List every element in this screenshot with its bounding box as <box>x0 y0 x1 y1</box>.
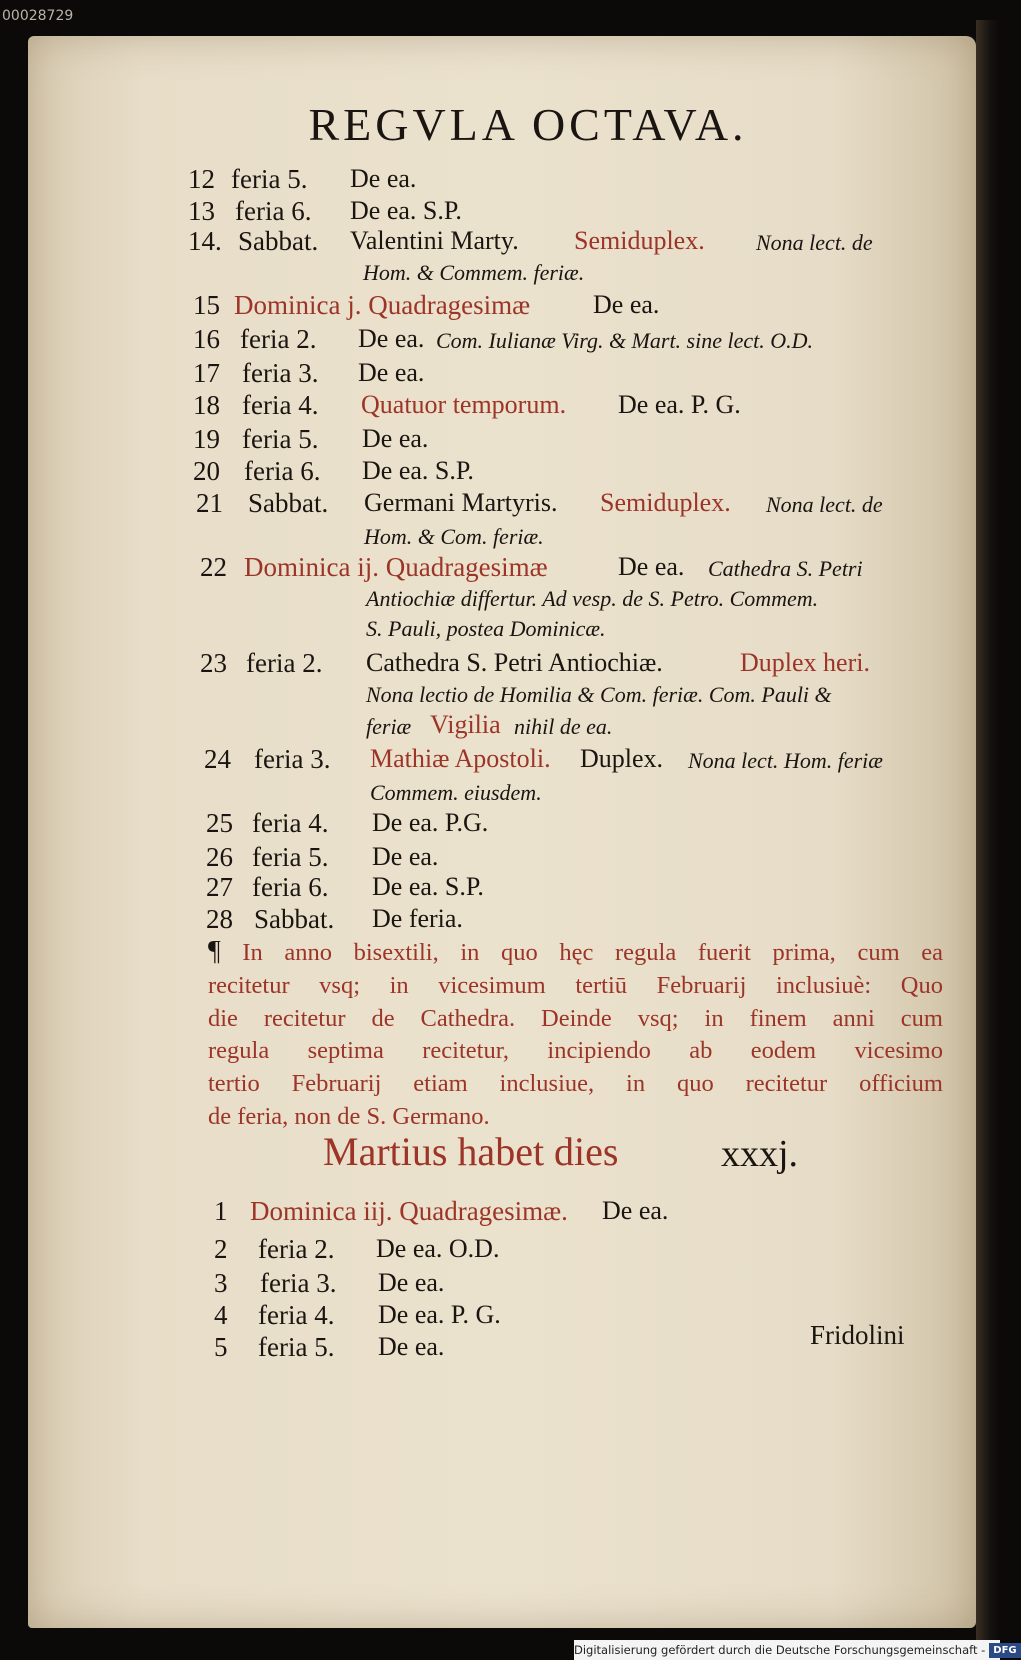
sunday-rubric: Dominica j. Quadragesimæ <box>234 290 531 320</box>
rank-rubric: Semiduplex. <box>600 488 731 517</box>
funding-footer <box>574 1640 1017 1660</box>
office-subline: S. Pauli, postea Dominicæ. <box>366 616 606 641</box>
weekday: feria 5. <box>258 1332 335 1362</box>
office: De ea. <box>350 164 417 193</box>
office-subline: feriæ <box>366 714 412 739</box>
office-note: Cathedra S. Petri <box>708 556 863 581</box>
running-head: REGVLA OCTAVA. <box>308 99 748 150</box>
day-number: 28 <box>206 904 233 934</box>
weekday: Sabbat. <box>248 488 329 518</box>
day-number: 22 <box>200 552 227 582</box>
day-number: 27 <box>206 872 233 902</box>
weekday: feria 5. <box>252 842 329 872</box>
rank-rubric: Duplex heri. <box>740 648 870 677</box>
office: Cathedra S. Petri Antiochiæ. <box>366 648 663 677</box>
dfg-logo-icon: DFG <box>989 1643 1020 1658</box>
day-number: 14. <box>188 226 222 256</box>
day-number: 13 <box>188 196 215 226</box>
office: De ea. O.D. <box>376 1234 500 1263</box>
book-edge <box>976 20 1000 1640</box>
weekday: feria 2. <box>258 1234 335 1264</box>
rubric-line: ¶ In anno bisextili, in quo hęc regula fuerit prima, cum ea <box>208 936 943 967</box>
office: De ea. S.P. <box>372 872 484 901</box>
book-page <box>28 36 976 1628</box>
scan-id: 00028729 <box>2 8 74 24</box>
office-note: Com. Iulianæ Virg. & Mart. sine lect. O.D. <box>436 328 814 353</box>
office: De ea. <box>358 358 425 387</box>
rubric-line: regula septima recitetur, incipiendo ab eodem vicesimo <box>208 1037 943 1065</box>
office: Duplex. <box>580 744 664 773</box>
weekday: feria 6. <box>235 196 312 226</box>
day-number: 23 <box>200 648 227 678</box>
office: Germani Martyris. <box>364 488 558 517</box>
day-number: 5 <box>214 1332 228 1362</box>
office-note: Nona lect. de <box>756 230 873 255</box>
weekday: Sabbat. <box>238 226 319 256</box>
sunday-rubric: Dominica iij. Quadragesimæ. <box>250 1196 568 1226</box>
catchword: Fridolini <box>810 1320 905 1350</box>
day-number: 3 <box>214 1268 228 1298</box>
office: De ea. P. G. <box>618 390 741 419</box>
rubric-line: de feria, non de S. Germano. <box>208 1102 490 1130</box>
office-subline: Antiochiæ differtur. Ad vesp. de S. Petro. Commem. <box>366 586 819 611</box>
day-number: 2 <box>214 1234 228 1264</box>
sunday-rubric: Dominica ij. Quadragesimæ <box>244 552 548 582</box>
rank-rubric: Semiduplex. <box>574 226 705 255</box>
office-note: Nona lect. de <box>766 492 883 517</box>
office: De ea. S.P. <box>362 456 474 485</box>
weekday: feria 4. <box>258 1300 335 1330</box>
office: De ea. S.P. <box>350 196 462 225</box>
vigil-rubric: Vigilia <box>430 710 501 739</box>
footer-text: Digitalisierung gefördert durch die Deutsche Forschungsgemeinschaft - <box>574 1643 986 1657</box>
rubric-line: die recitetur de Cathedra. Deinde vsq; in finem anni cum <box>208 1004 943 1032</box>
office-subline: Hom. & Commem. feriæ. <box>363 260 585 285</box>
day-number: 16 <box>193 324 220 354</box>
weekday: feria 5. <box>231 164 308 194</box>
weekday: feria 6. <box>244 456 321 486</box>
weekday: feria 5. <box>242 424 319 454</box>
office: De ea. <box>378 1268 445 1297</box>
day-number: 4 <box>214 1300 228 1330</box>
rank-rubric: Quatuor temporum. <box>361 390 567 419</box>
weekday: feria 2. <box>246 648 323 678</box>
pilcrow-icon: ¶ <box>208 936 221 967</box>
month-heading: Martius habet dies <box>323 1129 619 1174</box>
day-number: 15 <box>193 290 220 320</box>
office: De ea. <box>602 1196 669 1225</box>
weekday: feria 6. <box>252 872 329 902</box>
office: De ea. <box>372 842 439 871</box>
weekday: feria 3. <box>242 358 319 388</box>
office-subline: Commem. eiusdem. <box>370 780 542 805</box>
day-number: 26 <box>206 842 233 872</box>
day-number: 20 <box>193 456 220 486</box>
office-subline: Nona lectio de Homilia & Com. feriæ. Com. Pauli & <box>366 682 832 707</box>
office: De ea. <box>593 290 660 319</box>
day-number: 25 <box>206 808 233 838</box>
leap-year-rubric <box>208 936 943 1134</box>
office: De ea. <box>358 324 425 353</box>
day-number: 24 <box>204 744 231 774</box>
office: De ea. <box>378 1332 445 1361</box>
day-number: 1 <box>214 1196 228 1226</box>
weekday: feria 2. <box>240 324 317 354</box>
day-number: 21 <box>196 488 223 518</box>
feast-rubric: Mathiæ Apostoli. <box>370 744 551 773</box>
office-subline: nihil de ea. <box>514 714 613 739</box>
office: De ea. P. G. <box>378 1300 501 1329</box>
weekday: feria 4. <box>252 808 329 838</box>
office-note: Nona lect. Hom. feriæ <box>688 748 883 773</box>
day-number: 12 <box>188 164 215 194</box>
office: Valentini Marty. <box>350 226 519 255</box>
weekday: feria 3. <box>260 1268 337 1298</box>
office: De feria. <box>372 904 463 933</box>
day-number: 17 <box>193 358 220 388</box>
day-number: 19 <box>193 424 220 454</box>
weekday: feria 3. <box>254 744 331 774</box>
weekday: Sabbat. <box>254 904 335 934</box>
weekday: feria 4. <box>242 390 319 420</box>
day-number: 18 <box>193 390 220 420</box>
office-subline: Hom. & Com. feriæ. <box>364 524 544 549</box>
rubric-line: tertio Februarij etiam inclusiue, in quo recitetur officium <box>208 1070 943 1098</box>
office: De ea. <box>618 552 685 581</box>
office: De ea. P.G. <box>372 808 489 837</box>
month-day-count: xxxj. <box>721 1133 799 1175</box>
rubric-line: recitetur vsq; in vicesimum tertiū Februarij inclusiuè: Quo <box>208 971 943 999</box>
office: De ea. <box>362 424 429 453</box>
